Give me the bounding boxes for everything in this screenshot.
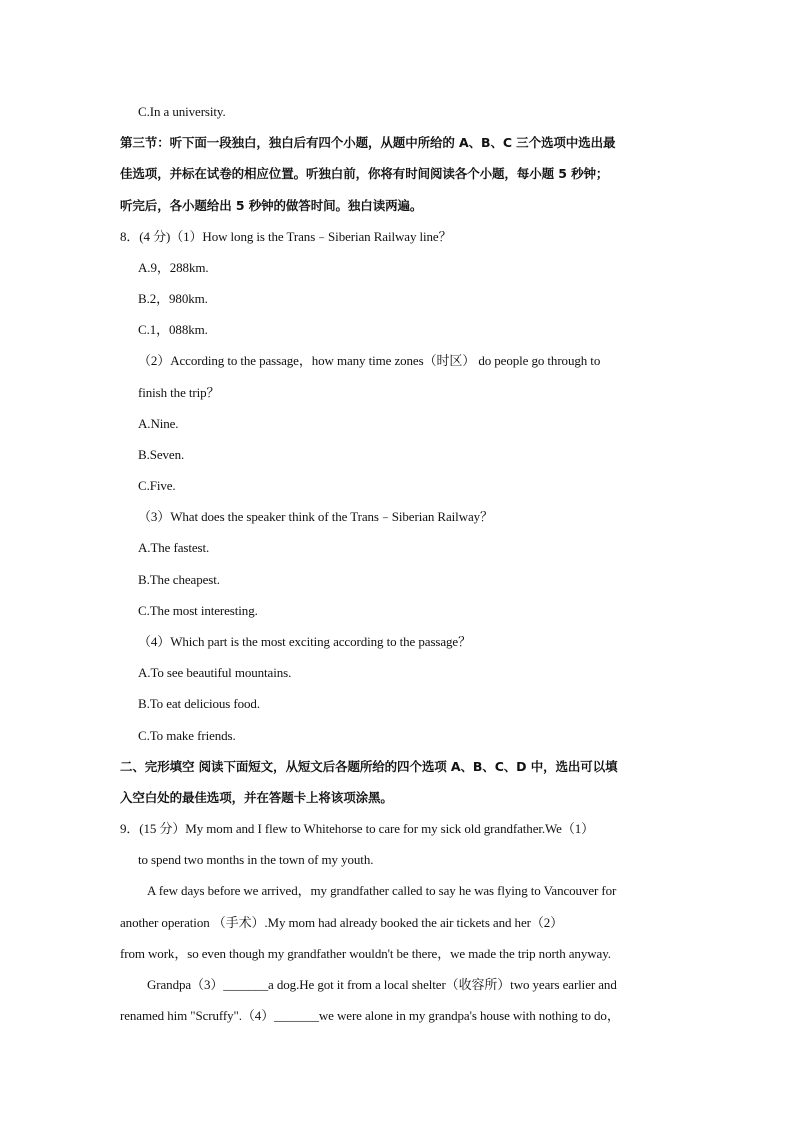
q8-4-option-c: C.To make friends. (138, 728, 236, 743)
q8-2-question-line1: （2）According to the passage，how many time zones（时区） do people go through to (138, 353, 601, 368)
q8-3-question: （3）What does the speaker think of the Trans﹣Siberian Railway？ (138, 509, 493, 524)
q8-4-option-a: A.To see beautiful mountains. (138, 665, 292, 680)
passage-para1-line3: from work，so even though my grandfather wouldn't be there，we made the trip north anyway. (120, 946, 611, 961)
section3-instruction-line1: 第三节：听下面一段独白，独白后有四个小题，从题中所给的 A、B、C 三个选项中选出最 (120, 135, 616, 150)
option-c-university: C.In a university. (138, 104, 226, 119)
passage-para1-line2: another operation （手术）.My mom had already booked the air tickets and her（2） (120, 915, 564, 930)
question-8-part1: 8．(4 分)（1）How long is the Trans﹣Siberian Railway line？ (120, 229, 452, 244)
passage-para2-line2: renamed him "Scruffy".（4）_______we were alone in my grandpa's house with nothing to do， (120, 1008, 620, 1023)
section3-instruction-line3: 听完后，各小题给出 5 秒钟的做答时间。独白读两遍。 (120, 198, 423, 213)
q8-1-option-b: B.2，980km. (138, 291, 208, 306)
passage-para1-line1: A few days before we arrived，my grandfather called to say he was flying to Vancouver for (147, 883, 617, 898)
passage-para2-line1: Grandpa（3）_______a dog.He got it from a local shelter（收容所）two years earlier and (147, 977, 617, 992)
section2-instruction-line2: 入空白处的最佳选项，并在答题卡上将该项涂黑。 (120, 790, 393, 805)
question-9-line1: 9．(15 分）My mom and I flew to Whitehorse to care for my sick old grandfather.We（1） (120, 821, 595, 836)
q8-2-option-b: B.Seven. (138, 447, 185, 462)
q8-3-option-a: A.The fastest. (138, 540, 210, 555)
q8-1-option-c: C.1，088km. (138, 322, 208, 337)
q8-2-option-c: C.Five. (138, 478, 176, 493)
q8-4-option-b: B.To eat delicious food. (138, 696, 260, 711)
q8-3-option-c: C.The most interesting. (138, 603, 258, 618)
question-9-line2: to spend two months in the town of my youth. (138, 852, 374, 867)
section2-instruction-line1: 二、完形填空 阅读下面短文，从短文后各题所给的四个选项 A、B、C、D 中，选出可以填 (120, 759, 618, 774)
q8-2-question-line2: finish the trip？ (138, 385, 220, 400)
q8-1-option-a: A.9，288km. (138, 260, 209, 275)
q8-2-option-a: A.Nine. (138, 416, 179, 431)
q8-4-question: （4）Which part is the most exciting according to the passage？ (138, 634, 471, 649)
section3-instruction-line2: 佳选项，并标在试卷的相应位置。听独白前，你将有时间阅读各个小题，每小题 5 秒钟； (120, 166, 609, 181)
q8-3-option-b: B.The cheapest. (138, 572, 220, 587)
